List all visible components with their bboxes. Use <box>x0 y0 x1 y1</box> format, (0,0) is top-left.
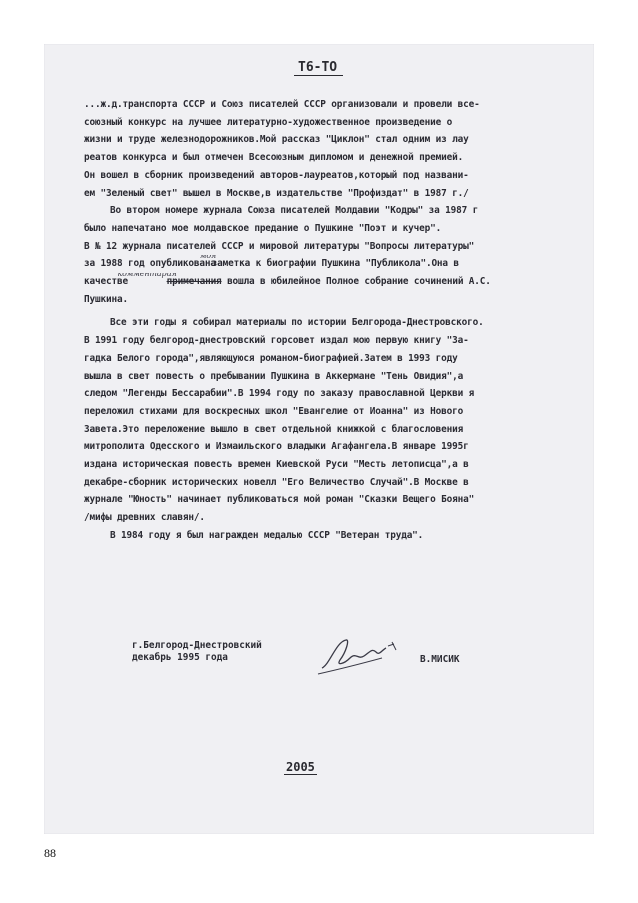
text-line: В № 12 журнала писателей СССР и мировой литературы "Вопросы литературы" <box>84 240 475 252</box>
text-line: В 1984 году я был награжден медалью СССР "Ветеран труда". <box>110 529 424 541</box>
text-line: следом "Легенды Бессарабии".В 1994 году по заказу православной Церкви я <box>84 388 475 400</box>
date-line: декабрь 1995 года <box>132 652 228 663</box>
text-line: союзный конкурс на лучшее литературно-художественное произведение о <box>84 116 453 128</box>
handwritten-correction: комментария <box>117 273 177 279</box>
signature-icon <box>316 634 406 678</box>
text-segment: вошла в юбилейное Полное собрание сочинений А.С. <box>227 276 491 288</box>
text-line <box>84 255 572 273</box>
signer-name: В.МИСИК <box>420 654 460 665</box>
text-line: Все эти годы я собирал материалы по истории Белгорода-Днестровского. <box>110 317 484 329</box>
archive-mark: Т6-ТО <box>294 60 343 76</box>
place-line: г.Белгород-Днестровский <box>132 640 262 651</box>
text-line: было напечатано мое молдавское предание о Пушкине "Поэт и кучер". <box>84 222 442 234</box>
text-line <box>84 273 572 291</box>
text-line: реатов конкурса и был отмечен Всесоюзным дипломом и денежной премией. <box>84 152 464 164</box>
text-line: издана историческая повесть времен Киевской Руси "Месть летописца",а в <box>84 459 469 471</box>
handwritten-insertion: моя <box>199 255 217 261</box>
text-line: Завета.Это переложение вышло в свет отдельной книжкой с благословения <box>84 423 464 435</box>
year-mark: 2005 <box>286 760 315 774</box>
text-line: декабре-сборник исторических новелл "Его Величество Случай".В Москве в <box>84 476 469 488</box>
text-line: Он вошел в сборник произведений авторов-лауреатов,который под названи- <box>84 169 469 181</box>
text-line: жизни и труде железнодорожников.Мой рассказ "Циклон" стал одним из лау <box>84 134 469 146</box>
place-and-date <box>132 640 262 664</box>
text-line: ...ж.д.транспорта СССР и Союз писателей СССР организовали и провели все- <box>84 99 480 110</box>
page-number: 88 <box>44 846 56 860</box>
text-line: митрополита Одесского и Измаильского владыки Агафангела.В январе 1995г <box>84 441 469 453</box>
text-line: /мифы древних славян/. <box>84 512 205 524</box>
text-line: вышла в свет повесть о пребывании Пушкина в Аккермане "Тень Овидия",а <box>84 370 464 382</box>
text-segment: качестве <box>84 276 128 288</box>
text-line: В 1991 году белгород-днестровский горсовет издал мою первую книгу "За- <box>84 335 469 347</box>
text-line: гадка Белого города",являющуюся романом-биографией.Затем в 1993 году <box>84 352 458 364</box>
text-segment: за 1988 год опубликована <box>84 258 216 270</box>
letter-body <box>84 96 572 545</box>
text-segment: заметка к биографии Пушкина "Публикола".Она в <box>211 258 459 270</box>
text-line: переложил стихами для воскресных школ "Евангелие от Иоанна" из Нового <box>84 405 464 417</box>
scanned-page <box>44 44 594 834</box>
text-line: ем "Зеленый свет" вышел в Москве,в издательстве "Профиздат" в 1987 г./ <box>84 187 469 199</box>
text-line: Пушкина. <box>84 293 128 305</box>
text-line: Во втором номере журнала Союза писателей Молдавии "Кодры" за 1987 г <box>110 205 479 217</box>
text-line: журнале "Юность" начинает публиковаться мой роман "Сказки Вещего Бояна" <box>84 494 475 506</box>
struck-word: примечания <box>166 276 222 288</box>
